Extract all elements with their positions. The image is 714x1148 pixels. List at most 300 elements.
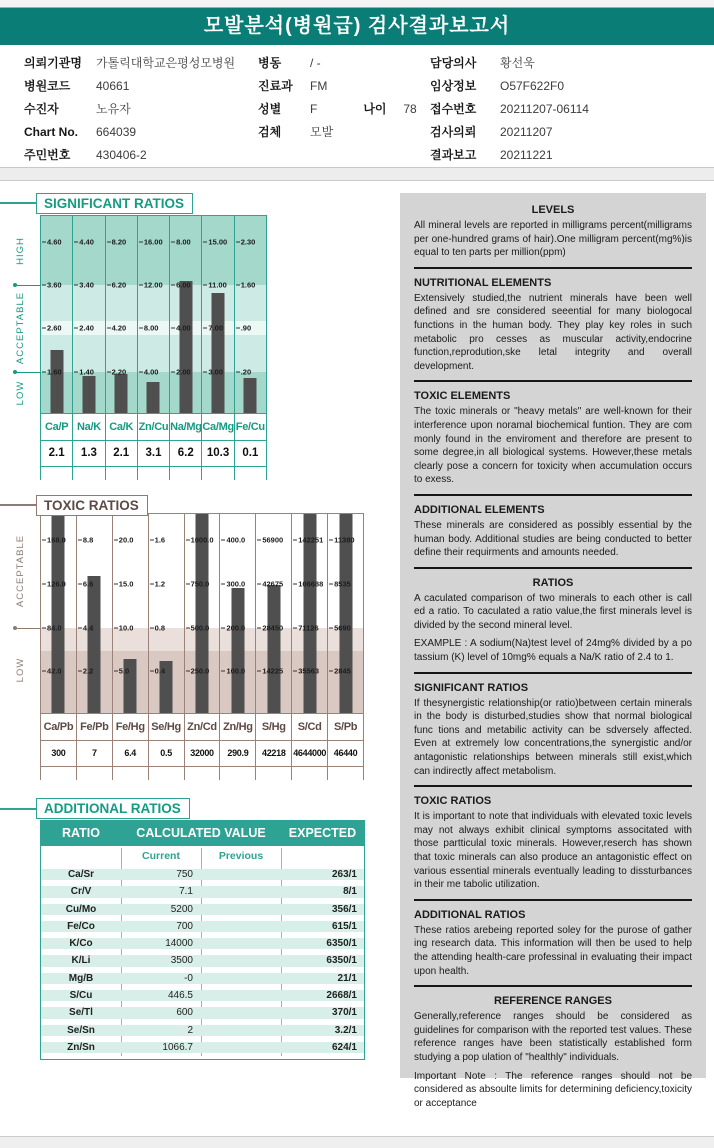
patient-info-row xyxy=(24,145,254,165)
tick-label: 12.00 xyxy=(139,281,163,290)
category-label: Na/K xyxy=(73,414,105,440)
section-heading: TOXIC ELEMENTS xyxy=(414,390,511,403)
chart-bar xyxy=(231,588,244,713)
toxic-ratios-accent-line xyxy=(0,504,37,506)
category-label: Zn/Cu xyxy=(138,414,170,440)
ratio-value: 6.4 xyxy=(113,741,149,766)
field-value: F xyxy=(310,102,318,116)
significant-ratios-chart xyxy=(15,215,267,480)
ratio-value: 2.1 xyxy=(106,441,138,466)
ratio-value: 46440 xyxy=(333,748,358,758)
toxic-ratios-title: TOXIC RATIOS xyxy=(36,495,148,516)
chart-column xyxy=(77,514,113,713)
tick-label: 71126 xyxy=(293,623,318,632)
table-row xyxy=(41,918,364,935)
expected-value: 6350/1 xyxy=(326,955,357,967)
field-label: 병원코드 xyxy=(24,79,71,93)
tick-label: 8.20 xyxy=(107,238,127,247)
stub-cell xyxy=(328,767,363,780)
section-heading: REFERENCE RANGES xyxy=(494,995,612,1008)
panel-section xyxy=(414,995,692,1110)
expected-value: 2668/1 xyxy=(326,990,357,1002)
zone-label: LOW xyxy=(15,380,26,405)
range-arrow-marker xyxy=(14,285,41,286)
patient-info-row xyxy=(24,122,254,142)
current-value: 750 xyxy=(176,869,193,880)
tick-label: 7.00 xyxy=(203,324,223,333)
tick-label: 14225 xyxy=(257,667,283,676)
stub-cell xyxy=(106,467,138,480)
section-paragraph: Generally,reference ranges should be considered as guidelines for comparison with the reported test values. These reference ranges have been statistically established form studying a pop ulation of "healthly" individuals. xyxy=(414,1011,692,1063)
ratio-value: 300 xyxy=(41,741,77,766)
field-label: 결과보고 xyxy=(430,148,477,162)
category-label: Zn/Hg xyxy=(220,714,256,740)
tick-label: 4.40 xyxy=(74,238,94,247)
subheader-current: Current xyxy=(142,850,180,862)
table-row xyxy=(41,935,364,952)
tick-label: 2.20 xyxy=(107,367,127,376)
patient-info-row xyxy=(258,76,428,96)
tick-label: 0.4 xyxy=(150,667,165,676)
tick-label: 84.0 xyxy=(42,623,62,632)
section-heading: ADDITIONAL ELEMENTS xyxy=(414,503,545,516)
chart-bar xyxy=(179,281,192,413)
toxic-ratios-chart xyxy=(15,513,364,780)
category-label: Fe/Hg xyxy=(113,714,149,740)
tick-label: 500.0 xyxy=(186,623,210,632)
chart-bar xyxy=(147,382,160,413)
category-label: S/Pb xyxy=(333,721,358,733)
tick-label: 4.00 xyxy=(171,324,191,333)
field-value: FM xyxy=(310,79,328,93)
patient-info-row xyxy=(258,53,428,73)
section-divider xyxy=(414,899,692,901)
field-value: 40661 xyxy=(96,79,130,93)
tick-label: 15.0 xyxy=(114,580,134,589)
ratio-value: 7 xyxy=(77,741,113,766)
section-paragraph: EXAMPLE : A sodium(Na)test level of 24mg% divided by a po tassium (K) level of 10mg% equals a Na/K ratio of 2.4 to 1. xyxy=(414,638,692,664)
stub-cell xyxy=(149,767,185,780)
tick-label: 3.00 xyxy=(203,367,223,376)
tick-label: 100.0 xyxy=(221,667,245,676)
stub-cell xyxy=(113,767,149,780)
chart-column xyxy=(202,216,234,413)
table-row xyxy=(41,866,364,883)
panel-section xyxy=(414,577,692,665)
stub-cell xyxy=(292,767,328,780)
section-heading: RATIOS xyxy=(532,576,574,589)
tick-label: 8.00 xyxy=(171,238,191,247)
tick-label: 2.40 xyxy=(74,324,94,333)
chart-bar xyxy=(267,585,280,713)
table-row xyxy=(41,1022,364,1039)
zone-label: LOW xyxy=(15,658,26,683)
stub-row xyxy=(40,767,364,780)
tick-label: 2.00 xyxy=(171,367,191,376)
current-value: 446.5 xyxy=(167,990,193,1002)
tick-label: 1.60 xyxy=(236,281,256,290)
section-heading: LEVELS xyxy=(531,204,575,216)
significant-ratios-accent-line xyxy=(0,202,37,204)
field-value: 모발 xyxy=(310,125,334,139)
panel-section xyxy=(414,682,692,779)
patient-info-column xyxy=(258,53,428,145)
tick-label: 8535 xyxy=(329,580,351,589)
field-value: 20211207-06114 xyxy=(500,102,589,116)
table-row xyxy=(41,1004,364,1021)
tick-label: 8.8 xyxy=(78,536,93,545)
chart-column xyxy=(328,514,363,713)
chart-bar xyxy=(88,576,101,713)
chart-bar xyxy=(115,374,128,413)
ratio-name: Fe/Co xyxy=(67,920,95,932)
ratio-value: 6.2 xyxy=(170,441,202,466)
table-row xyxy=(41,952,364,969)
field-value: 78 xyxy=(403,102,417,116)
chart-column xyxy=(138,216,170,413)
patient-info-row xyxy=(430,53,700,73)
ratio-name: K/Co xyxy=(69,938,93,950)
report-title-bar xyxy=(0,8,714,45)
field-label: 수진자 xyxy=(24,102,59,116)
patient-info-row xyxy=(430,76,700,96)
expected-value: 21/1 xyxy=(337,972,357,984)
header-expected: EXPECTED xyxy=(288,826,357,840)
table-header-row xyxy=(41,821,364,846)
tick-label: 2.2 xyxy=(78,667,93,676)
chart-column xyxy=(106,216,138,413)
field-label: 검사의뢰 xyxy=(430,125,477,139)
tick-label: 1.40 xyxy=(74,367,94,376)
section-divider xyxy=(414,672,692,674)
category-label: Ca/K xyxy=(106,414,138,440)
section-divider xyxy=(414,267,692,269)
tick-label: 1000.0 xyxy=(186,536,214,545)
tick-label: 42675 xyxy=(257,580,283,589)
field-value: O57F622F0 xyxy=(500,79,565,93)
chart-bar xyxy=(82,376,95,413)
panel-section xyxy=(414,795,692,892)
tick-label: 16.00 xyxy=(139,238,163,247)
field-value: 가톨릭대학교은평성모병원 xyxy=(96,56,236,70)
top-margin-strip xyxy=(0,0,714,8)
range-arrow-marker xyxy=(14,372,41,373)
patient-info-row xyxy=(430,145,700,165)
current-value: 2 xyxy=(187,1024,193,1036)
expected-value: 263/1 xyxy=(331,869,357,880)
section-heading: ADDITIONAL RATIOS xyxy=(414,908,526,921)
field-label: 성별 xyxy=(258,102,282,116)
chart-column xyxy=(41,514,77,713)
expected-value: 615/1 xyxy=(331,920,357,932)
field-label: 접수번호 xyxy=(430,102,477,116)
tick-label: 1.6 xyxy=(150,536,165,545)
tick-label: 4.00 xyxy=(139,367,159,376)
tick-label: .20 xyxy=(236,367,251,376)
category-label: S/Cd xyxy=(292,714,328,740)
current-value: 3500 xyxy=(170,955,193,967)
category-label: Fe/Pb xyxy=(77,714,113,740)
tick-label: 5.0 xyxy=(114,667,129,676)
tick-label: 200.0 xyxy=(221,623,245,632)
table-row xyxy=(41,970,364,987)
patient-info-row xyxy=(258,99,428,119)
chart-column xyxy=(292,514,328,713)
expected-value: 624/1 xyxy=(331,1041,357,1053)
tick-label: 6.6 xyxy=(78,580,93,589)
tick-label: 2.30 xyxy=(236,238,256,247)
header-calculated-value: CALCULATED VALUE xyxy=(136,826,266,840)
section-paragraph: All mineral levels are reported in milligrams percent(milligrams per one-hundred grams of hair).One milligram percent(mg%)is equal to ten parts per million(ppm) xyxy=(414,220,692,259)
ratio-name: K/Li xyxy=(71,955,91,967)
tick-label: .90 xyxy=(236,324,251,333)
patient-info-column xyxy=(430,53,700,168)
ratio-name: S/Cu xyxy=(69,990,93,1002)
panel-section xyxy=(414,277,692,374)
table-subheader-row xyxy=(41,846,364,866)
patient-info-section xyxy=(0,45,714,167)
tick-label: 3.40 xyxy=(74,281,94,290)
tick-label: 28450 xyxy=(257,623,283,632)
section-heading: NUTRITIONAL ELEMENTS xyxy=(414,276,552,289)
field-label: 의뢰기관명 xyxy=(24,56,82,70)
category-label: S/Hg xyxy=(256,714,292,740)
chart-bar xyxy=(244,378,257,413)
section-paragraph: It is important to note that individuals with elevated toxic levels may not always exhibit clinical symptoms associtated with those partticulal toxic minerals. However,reserch has shown that toxic minerals can also produce an antagonistic effect on various essential minerals eventually leading to dissturbances in their me tabolic utilization. xyxy=(414,811,692,891)
value-row xyxy=(40,441,267,467)
category-label: Fe/Cu xyxy=(235,421,265,433)
tick-label: 1.60 xyxy=(42,367,62,376)
ratio-value: 290.9 xyxy=(220,741,256,766)
patient-info-row xyxy=(24,99,254,119)
stub-row xyxy=(40,467,267,480)
tick-label: 4.60 xyxy=(42,238,62,247)
chart-column xyxy=(185,514,221,713)
field-value: 430406-2 xyxy=(96,148,147,162)
tick-label: 10.0 xyxy=(114,623,134,632)
reference-info-panel xyxy=(400,193,706,1109)
section-paragraph: These minerals are considered as possibly essential by the human body. Additional studies are being conducted to better define their requirments and amounts needed. xyxy=(414,519,692,559)
current-value: 5200 xyxy=(170,903,193,915)
field-value: / - xyxy=(310,56,321,70)
section-divider xyxy=(414,567,692,569)
stub-cell xyxy=(185,767,221,780)
tick-label: 20.0 xyxy=(114,536,134,545)
tick-label: 1.2 xyxy=(150,580,165,589)
current-value: -0 xyxy=(184,972,193,984)
tick-label: 106688 xyxy=(293,580,323,589)
chart-grid xyxy=(15,513,364,714)
tick-label: 750.0 xyxy=(186,580,210,589)
panel-section xyxy=(414,390,692,487)
section-divider xyxy=(414,785,692,787)
field-value: 황선욱 xyxy=(500,56,535,70)
patient-info-row xyxy=(258,122,428,142)
current-value: 600 xyxy=(176,1007,193,1019)
section-paragraph: Important Note : The reference ranges should not be considered as absoulte limits for determining deficiency,toxicity or acceptance xyxy=(414,1070,692,1109)
stub-cell xyxy=(73,467,105,480)
category-row xyxy=(40,714,364,741)
range-arrow-marker xyxy=(14,628,41,629)
tick-label: 4.4 xyxy=(78,623,93,632)
field-label: 나이 xyxy=(363,102,387,116)
stub-cell xyxy=(235,467,266,480)
tick-label: 2.60 xyxy=(42,324,62,333)
ratio-value: 0.1 xyxy=(242,447,259,459)
ratio-value: 42218 xyxy=(256,741,292,766)
ratio-name: Cr/V xyxy=(70,886,92,898)
info-divider-strip xyxy=(0,167,714,181)
tick-label: 11.00 xyxy=(203,281,226,290)
panel-section xyxy=(414,204,692,260)
tick-label: 5690 xyxy=(329,623,351,632)
patient-info-row xyxy=(24,53,254,73)
chart-column xyxy=(170,216,202,413)
patient-info-row xyxy=(430,99,700,119)
stub-cell xyxy=(170,467,202,480)
ratio-name: Cu/Mo xyxy=(65,903,97,915)
tick-label: 126.0 xyxy=(42,580,66,589)
ratio-value: 2.1 xyxy=(41,441,73,466)
current-value: 14000 xyxy=(165,938,193,950)
chart-bar xyxy=(212,293,225,413)
additional-ratios-table xyxy=(40,820,365,1060)
ratio-name: Mg/B xyxy=(68,972,94,984)
section-divider xyxy=(414,380,692,382)
field-label: 병동 xyxy=(258,56,282,70)
significant-ratios-title: SIGNIFICANT RATIOS xyxy=(36,193,193,214)
chart-column xyxy=(235,216,266,413)
tick-label: 15.00 xyxy=(203,238,227,247)
section-paragraph: These ratios arebeing reported soley for the purose of gather ing research data. This information will then be used to help the attending health-care professinal in evaluating their impact upon health. xyxy=(414,924,692,977)
category-label: Ca/Mg xyxy=(202,414,234,440)
field-value: 노유자 xyxy=(96,102,131,116)
stub-cell xyxy=(41,467,73,480)
ratio-name: Se/Tl xyxy=(69,1007,93,1019)
stub-cell xyxy=(202,467,234,480)
chart-column xyxy=(149,514,185,713)
field-value: 20211207 xyxy=(500,125,553,139)
chart-column xyxy=(41,216,73,413)
tick-label: 168.0 xyxy=(42,536,66,545)
ratio-value: 10.3 xyxy=(202,441,234,466)
expected-value: 8/1 xyxy=(343,886,357,898)
field-value: 664039 xyxy=(96,125,137,139)
chart-column xyxy=(220,514,256,713)
tick-label: 6.00 xyxy=(171,281,191,290)
section-divider xyxy=(414,494,692,496)
tick-label: 42.0 xyxy=(42,667,62,676)
tick-label: 142251 xyxy=(293,536,323,545)
tick-label: 4.20 xyxy=(107,324,127,333)
table-row xyxy=(41,901,364,918)
report-title: 모발분석(병원급) 검사결과보고서 xyxy=(203,15,511,37)
chart-columns xyxy=(41,514,363,713)
stub-cell xyxy=(77,767,113,780)
zone-label: ACCEPTABLE xyxy=(15,534,26,607)
section-paragraph: If thesynergistic relationship(or ratio)between certain minerals in the body is disturbed,studies show that normal biological func tions and metabilic activity can be sdversely affected. Even at extremely low concentrations,the synergistic and/or antagonistic relationships between minerals still exist,which can indirectly affect metabolism. xyxy=(414,697,692,777)
current-value: 700 xyxy=(176,920,193,932)
field-label: 진료과 xyxy=(258,79,293,93)
additional-ratios-title: ADDITIONAL RATIOS xyxy=(36,798,190,819)
patient-info-row xyxy=(24,76,254,96)
table-row xyxy=(41,883,364,900)
chart-column xyxy=(256,514,292,713)
section-divider xyxy=(414,985,692,987)
ratio-value: 32000 xyxy=(185,741,221,766)
ratio-value: 0.5 xyxy=(149,741,185,766)
category-row xyxy=(40,414,267,441)
stub-cell xyxy=(41,767,77,780)
ratio-name: Zn/Sn xyxy=(67,1041,95,1053)
tick-label: 300.0 xyxy=(221,580,245,589)
tick-label: 35563 xyxy=(293,667,319,676)
ratio-name: Se/Sn xyxy=(67,1024,95,1036)
bottom-margin-strip xyxy=(0,1136,714,1148)
stub-cell xyxy=(138,467,170,480)
chart-column xyxy=(73,216,105,413)
category-label: Ca/Pb xyxy=(41,714,77,740)
panel-section xyxy=(414,504,692,560)
current-value: 1066.7 xyxy=(162,1041,193,1053)
value-row xyxy=(40,741,364,767)
tick-label: 8.00 xyxy=(139,324,159,333)
section-heading: SIGNIFICANT RATIOS xyxy=(414,681,529,694)
chart-columns xyxy=(41,216,266,413)
ratio-name: Ca/Sr xyxy=(67,869,95,880)
ratio-value: 3.1 xyxy=(138,441,170,466)
panel-section xyxy=(414,909,692,978)
section-heading: TOXIC RATIOS xyxy=(414,795,492,808)
stub-cell xyxy=(256,767,292,780)
expected-value: 370/1 xyxy=(331,1007,357,1019)
field-label: 담당의사 xyxy=(430,56,477,70)
ratio-value: 4644000 xyxy=(292,741,328,766)
tick-label: 0.8 xyxy=(150,623,165,632)
category-label: Ca/P xyxy=(41,414,73,440)
expected-value: 6350/1 xyxy=(326,938,357,950)
chart-bar xyxy=(50,350,63,413)
table-body xyxy=(41,866,364,1056)
expected-value: 356/1 xyxy=(331,903,357,915)
current-value: 7.1 xyxy=(179,886,193,898)
field-value: 20211221 xyxy=(500,148,553,162)
tick-label: 3.60 xyxy=(42,281,62,290)
category-label: Se/Hg xyxy=(149,714,185,740)
tick-label: 2845 xyxy=(329,667,351,676)
field-label: 임상정보 xyxy=(430,79,477,93)
tick-label: 250.0 xyxy=(186,667,210,676)
stub-cell xyxy=(220,767,256,780)
table-row xyxy=(41,987,364,1004)
tick-label: 6.20 xyxy=(107,281,127,290)
table-row xyxy=(41,1039,364,1056)
tick-label: 400.0 xyxy=(221,536,245,545)
section-paragraph: A caculated comparison of two minerals to each other is call ed a ratio. To caculated a ratio value,the first minerals level is divided by the second mineral level. xyxy=(414,592,692,631)
tick-label: 11380 xyxy=(329,536,354,545)
category-label: Na/Mg xyxy=(170,414,202,440)
subheader-previous: Previous xyxy=(218,850,264,862)
field-label: Chart No. xyxy=(24,125,78,139)
header-ratio: RATIO xyxy=(62,826,100,840)
category-label: Zn/Cd xyxy=(185,714,221,740)
ratio-value: 1.3 xyxy=(73,441,105,466)
zone-label: ACCEPTABLE xyxy=(15,292,26,365)
field-label: 주민번호 xyxy=(24,148,71,162)
expected-value: 3.2/1 xyxy=(334,1024,357,1036)
additional-ratios-accent-line xyxy=(0,808,37,810)
section-paragraph: Extensively studied,the nutrient minerals have been well defined and sre considered seeential for many biologocal functions in the human body. They play key roles in such metabolic pro cesses as muscular activity,endocrine function,reprodution,ske letal integrity and overall development. xyxy=(414,292,692,372)
